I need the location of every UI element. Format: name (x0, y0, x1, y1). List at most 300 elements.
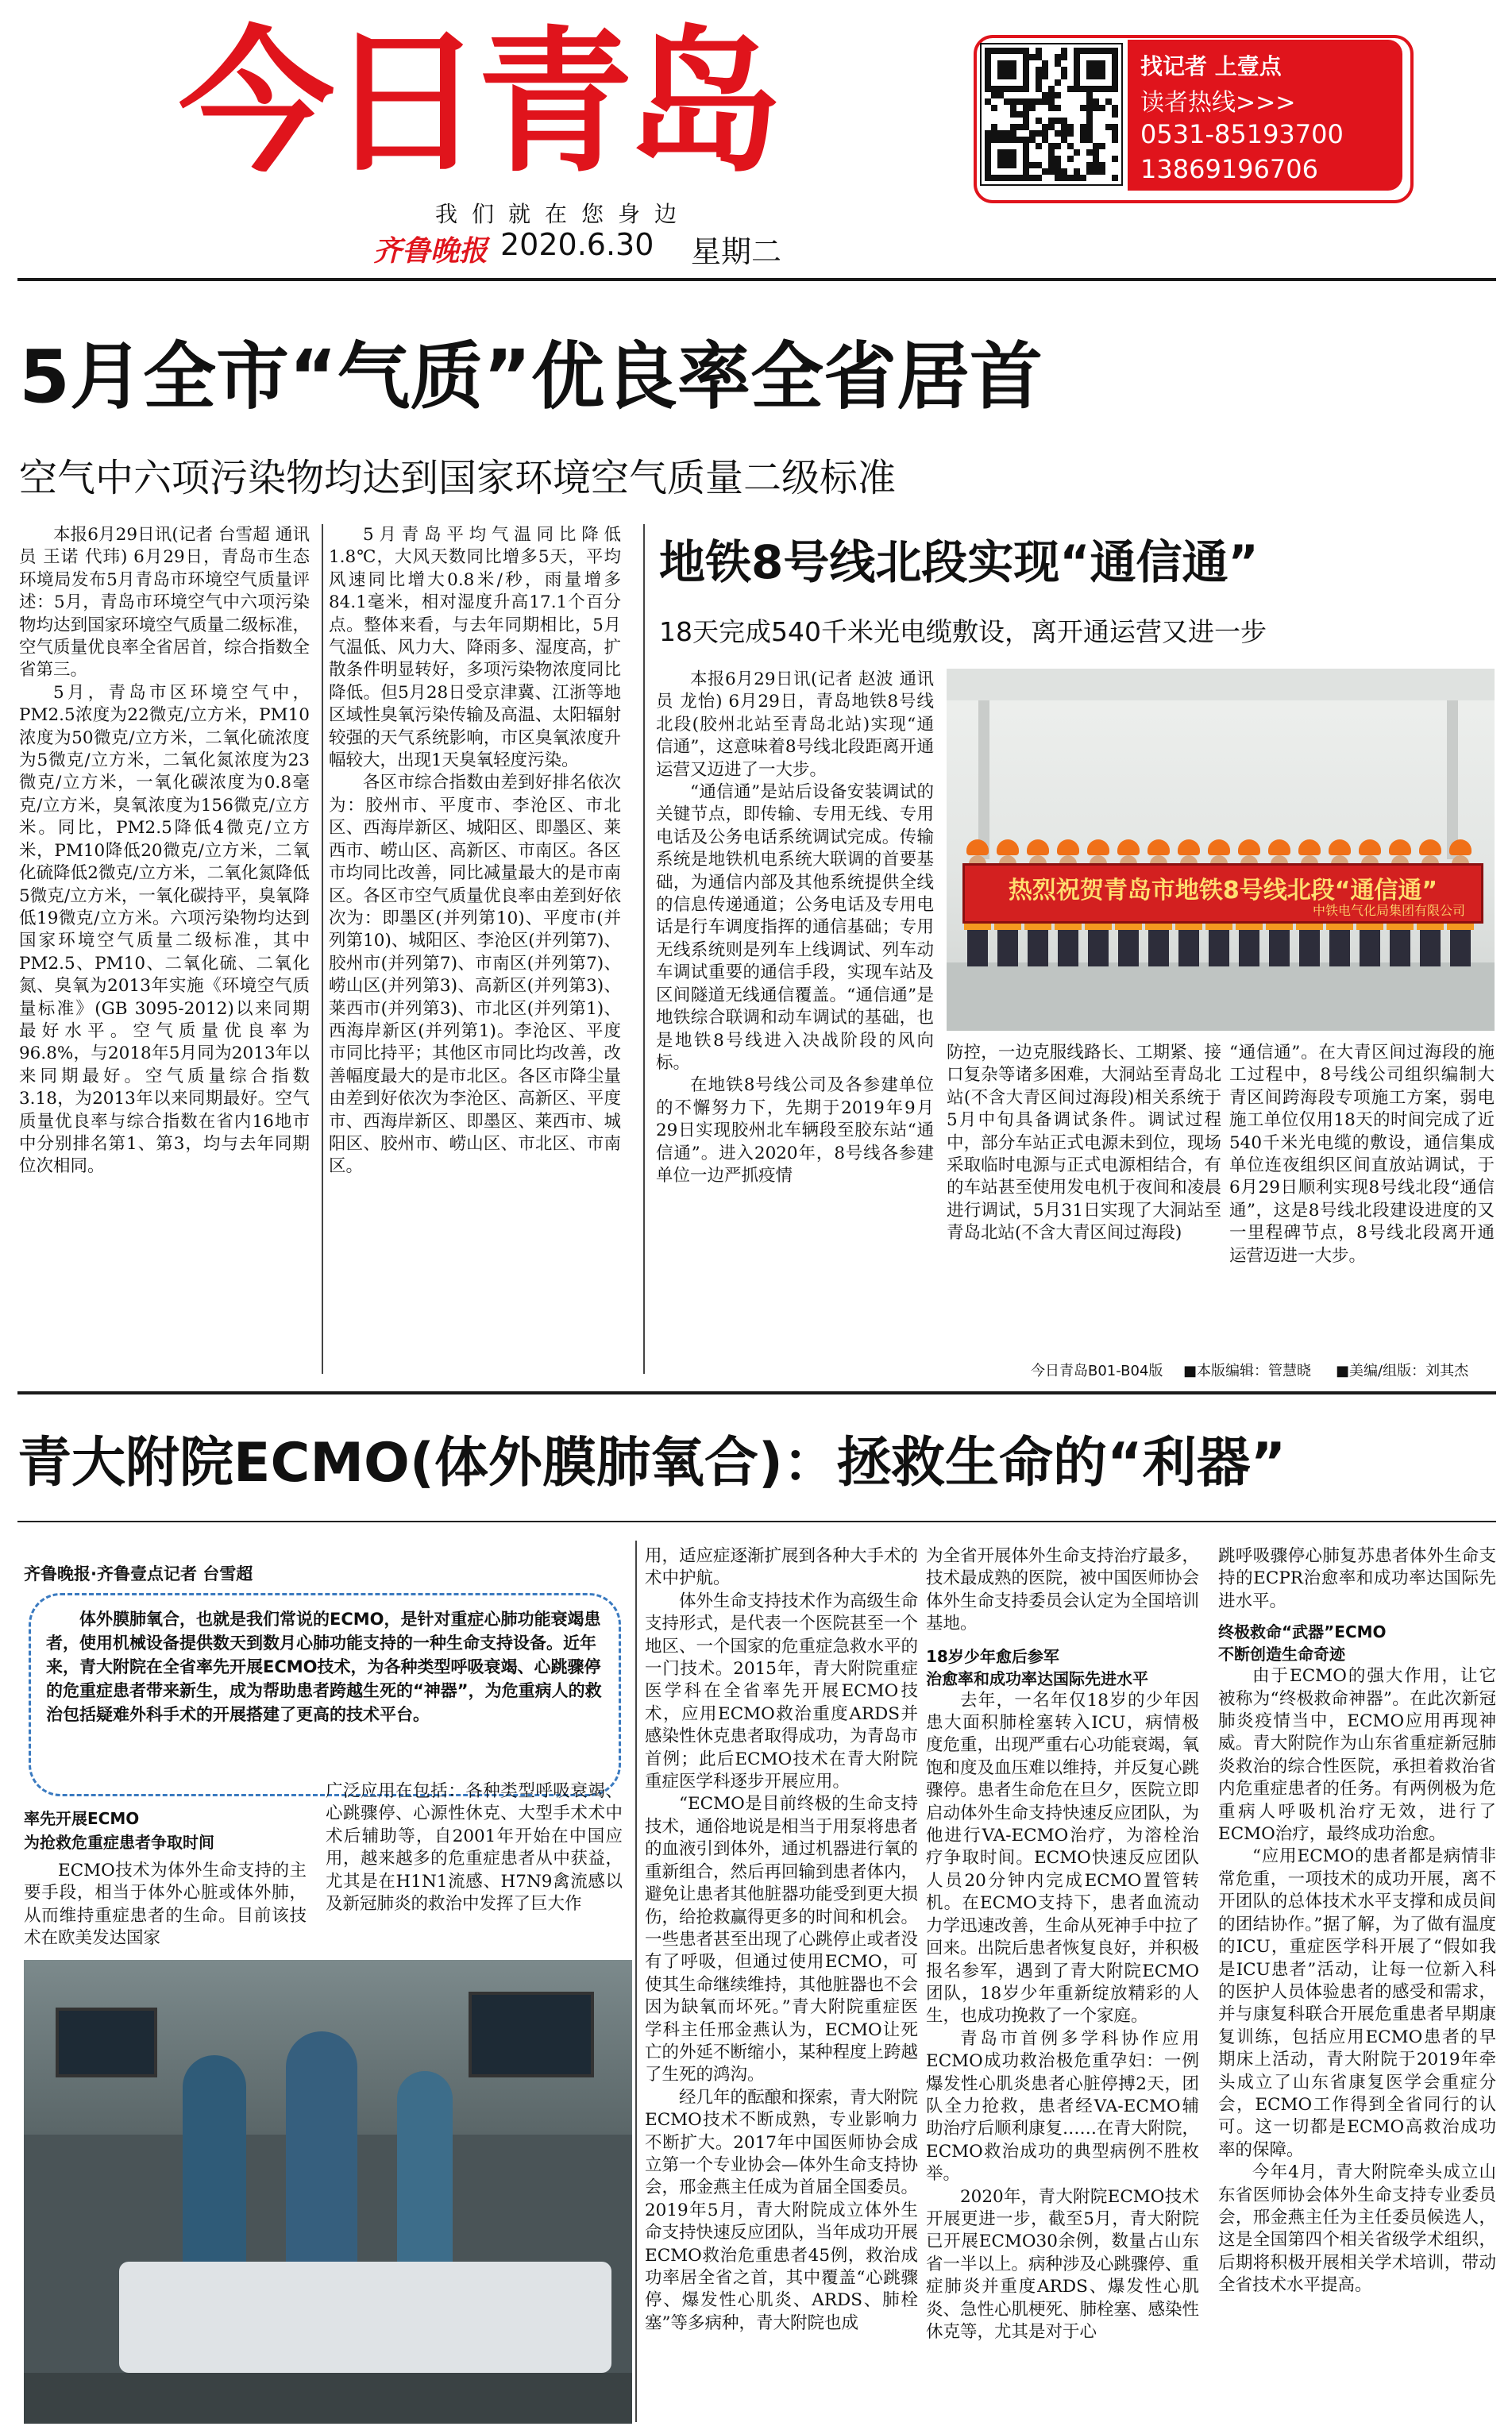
qr-module (1023, 175, 1029, 181)
qr-module (1048, 86, 1055, 92)
qr-module (1055, 162, 1061, 168)
qr-module (1061, 168, 1067, 175)
qr-module (985, 79, 991, 86)
section-title-2: 18岁少年愈后参军 (926, 1646, 1059, 1666)
qr-module (1061, 54, 1067, 60)
qr-module (1036, 79, 1042, 86)
qr-module (1074, 48, 1080, 54)
qr-module (1010, 98, 1016, 105)
qr-module (1112, 124, 1118, 130)
qr-module (1067, 156, 1074, 162)
qr-module (1099, 105, 1105, 111)
article3-column-5 (1218, 1545, 1496, 2297)
qr-module (1029, 98, 1036, 105)
qr-module (991, 92, 997, 98)
qr-module (1112, 86, 1118, 92)
qr-module (1055, 168, 1061, 175)
article3-para: 去年，一名年仅18岁的少年因患大面积肺栓塞转入ICU，病情极度危重，出现严重右心功能衰竭，氧饱和度及血压难以维持，并反复心跳骤停。患者生命危在旦夕，医院立即启动体外生命支持快速反应团队，为他进行VA-ECMO治疗，为溶栓治疗争取时间。ECMO快速反应团队人员20分钟内完成ECMO置管转机。在ECMO支持下，患者血流动力学迅速改善，生命从死神手中拉了回来。出院后患者恢复良好，并积极报名参军，遇到了青大附院ECMO团队，18岁少年重新绽放精彩的人生，也成功挽救了一个家庭。 (926, 1690, 1200, 2027)
hotline-phone-2: 13869196706 (1140, 154, 1318, 184)
qr-module (985, 67, 991, 73)
column-divider (635, 1541, 637, 2422)
section-title-1: 率先开展ECMO (24, 1809, 140, 1828)
qr-module (1093, 67, 1099, 73)
qr-module (1036, 54, 1042, 60)
article3-intro: 体外膜肺氧合，也就是我们常说的ECMO，是针对重症心肺功能衰竭患者，使用机械设备提供数天到数月心肺功能支持的一种生命支持设备。近年来，青大附院在全省率先开展ECMO技术，为各种类型呼吸衰竭、心跳骤停的危重症患者带来新生，成为帮助患者跨越生死的“神器”，为危重病人的救治包括疑难外科手术的开展搭建了更高的技术平台。 (46, 1610, 602, 1724)
qr-module (1061, 130, 1067, 137)
qr-module (1029, 130, 1036, 137)
qr-module (1086, 67, 1093, 73)
qr-module (1112, 54, 1118, 60)
article3-para: 广泛应用在包括：各种类型呼吸衰竭、心跳骤停、心源性休克、大型手术术中术后辅助等，自2001年开始在中国应用，越来越多的危重症患者从中获益，尤其是在H1N1流感、H7N9禽流感以及新冠肺炎的救治中发挥了巨大作 (326, 1781, 623, 1915)
qr-module (1067, 124, 1074, 130)
qr-module (1010, 156, 1016, 162)
ceiling (947, 669, 1495, 700)
qr-module (1086, 92, 1093, 98)
qr-module (1099, 48, 1105, 54)
qr-module (997, 162, 1004, 168)
qr-module (1080, 130, 1086, 137)
article2-para: 本报6月29日讯(记者 赵波 通讯员 龙怡) 6月29日，青岛地铁8号线北段(胶州北站至青岛北站)实现“通信通”，这意味着8号线北段距离开通运营又迈进了一大步。 (656, 669, 934, 780)
celebration-banner (962, 863, 1483, 924)
qr-module (1061, 48, 1067, 54)
qr-module (1004, 149, 1010, 156)
section-rule (17, 1391, 1496, 1394)
qr-module (1080, 105, 1086, 111)
article2-headline: 地铁8号线北段实现“通信通” (659, 535, 1259, 589)
qr-module (1048, 149, 1055, 156)
section-title-3: 终极救命“武器”ECMO (1218, 1622, 1387, 1642)
article3-para: “ECMO是目前终极的生命支持技术，通俗地说是相当于用泵将患者的血液引到体外，通过机器进行氧的重新组合，然后再回输到患者体内，避免让患者其他脏器功能受到更大损伤，给抢救赢得更多的时间和机会。一些患者甚至出现了心跳停止或者没有了呼吸，但通过使用ECMO，可使其生命继续维持，其他脏器也不会因为缺氧而坏死。”青大附院重症医学科主任邢金燕认为，ECMO让死亡的外延不断缩小，某种程度上跨越了生死的鸿沟。 (645, 1794, 919, 2085)
qr-module (1036, 118, 1042, 124)
qr-module (1080, 124, 1086, 130)
qr-module (1048, 92, 1055, 98)
qr-module (1061, 73, 1067, 79)
qr-module (1099, 143, 1105, 149)
qr-module (1093, 105, 1099, 111)
article3-para: 用，适应症逐渐扩展到各种大手术的术中护航。 (645, 1546, 919, 1589)
qr-module (1074, 175, 1080, 181)
qr-module (991, 137, 997, 143)
qr-module (1112, 73, 1118, 79)
banner-text: 热烈祝贺青岛市地铁8号线北段“通信通” (1008, 877, 1438, 905)
qr-module (1004, 130, 1010, 137)
qr-module (1016, 137, 1023, 143)
qr-module (1074, 60, 1080, 67)
article2-para: “通信通”是站后设备安装调试的关键节点，即传输、专用无线、专用电话及公务电话系统调试完成。传输系统是地铁机电系统大联调的首要基础，为通信内部及其他系统提供全线的信息传递通道；公务电话及专用电话是行车调度指挥的通信基础；专用无线系统则是列车上线调试、列车动车调试重要的通信手段，实现车站及区间隧道无线通信覆盖。“通信通”是地铁综合联调和动车调试的基础，也是地铁8号线进入决战阶段的风向标。 (656, 782, 934, 1073)
article3-para: 体外生命支持技术作为高级生命支持形式，是代表一个医院甚至一个地区、一个国家的危重症急救水平的一门技术。2015年，青大附院重症医学科在全省率先开展ECMO技术，应用ECMO救治重度ARDS并感染性休克患者取得成功，为青岛市首例；此后ECMO技术在青大附院重症医学科逐步开展应用。 (645, 1591, 919, 1792)
qr-module (1016, 48, 1023, 54)
qr-module (1048, 156, 1055, 162)
article3-column-4 (926, 1545, 1199, 2343)
qr-module (985, 137, 991, 143)
qr-module (985, 156, 991, 162)
qr-module (991, 105, 997, 111)
qr-module (1010, 149, 1016, 156)
doctor-figure (286, 2031, 357, 2285)
article3-para: 跳呼吸骤停心肺复苏患者体外生命支持的ECPR治愈率和成功率达国际先进水平。 (1218, 1546, 1496, 1611)
qr-module (1023, 118, 1029, 124)
qr-module (1093, 86, 1099, 92)
qr-module (1105, 98, 1112, 105)
qr-module (1112, 175, 1118, 181)
qr-module (1099, 168, 1105, 175)
qr-module (1112, 60, 1118, 67)
qr-module (1061, 137, 1067, 143)
qr-module (1023, 105, 1029, 111)
qr-module (997, 48, 1004, 54)
qr-module (1004, 98, 1010, 105)
article3-column-2 (326, 1780, 623, 1915)
qr-module (1086, 86, 1093, 92)
qr-module (1055, 60, 1061, 67)
qr-module (1016, 86, 1023, 92)
qr-module (1061, 67, 1067, 73)
article3-byline: 齐鲁晚报·齐鲁壹点记者 台雪超 (24, 1564, 253, 1583)
qr-module (1036, 73, 1042, 79)
qr-module (997, 73, 1004, 79)
qr-module (1010, 48, 1016, 54)
qr-module (1004, 175, 1010, 181)
qr-module (1099, 162, 1105, 168)
qr-module (1016, 98, 1023, 105)
qr-module (1023, 60, 1029, 67)
qr-module (985, 143, 991, 149)
qr-module (1010, 124, 1016, 130)
qr-module (1042, 168, 1048, 175)
qr-module (1099, 67, 1105, 73)
qr-module (1036, 130, 1042, 137)
qr-module (1055, 54, 1061, 60)
qr-module (1055, 79, 1061, 86)
qr-module (1112, 156, 1118, 162)
article1-headline: 5月全市“气质”优良率全省居首 (19, 334, 1043, 419)
article3-para: 今年4月，青大附院牵头成立山东省医师协会体外生命支持专业委员会，邢金燕主任为主任委员候选人，这是全国第四个相关省级学术组织，后期将积极开展相关学术培训，带动全省技术水平提高。 (1218, 2162, 1496, 2296)
qr-module (1004, 137, 1010, 143)
article1-subhead: 空气中六项污染物均达到国家环境空气质量二级标准 (19, 456, 897, 500)
qr-module (1086, 98, 1093, 105)
qr-module (1061, 124, 1067, 130)
qr-module (997, 86, 1004, 92)
qr-module (997, 156, 1004, 162)
qr-module (1023, 73, 1029, 79)
qr-module (1086, 73, 1093, 79)
qr-module (1048, 124, 1055, 130)
qr-module (1067, 130, 1074, 137)
hotline-label: 读者热线>>> (1140, 89, 1296, 117)
qr-module (1023, 156, 1029, 162)
qr-module (1074, 67, 1080, 73)
qr-module (1023, 143, 1029, 149)
qr-module (1093, 48, 1099, 54)
article3-column-1 (24, 1860, 307, 1950)
qr-module (1061, 175, 1067, 181)
column-divider (643, 524, 645, 1374)
qr-module (1086, 130, 1093, 137)
qr-module (1023, 149, 1029, 156)
qr-module (991, 175, 997, 181)
qr-module (1086, 118, 1093, 124)
article3-para: ECMO技术为体外生命支持的主要手段，相当于体外心脏或体外肺，从而维持重症患者的生命。目前该技术在欧美发达国家 (24, 1861, 307, 1949)
qr-module (997, 130, 1004, 137)
qr-module (997, 92, 1004, 98)
qr-module (1016, 175, 1023, 181)
qr-module (985, 60, 991, 67)
qr-module (1004, 73, 1010, 79)
banner-subtext: 中铁电气化局集团有限公司 (1312, 903, 1465, 918)
article3-para: 青岛市首例多学科协作应用ECMO成功救治极危重孕妇：一例爆发性心肌炎患者心脏停搏2天，团队全力抢救，患者经VA-ECMO辅助治疗后顺利康复……在青大附院，ECMO救治成功的典型病例不胜枚举。 (926, 2028, 1200, 2185)
qr-module (1112, 67, 1118, 73)
qr-module (1080, 48, 1086, 54)
qr-module (1055, 92, 1061, 98)
qr-module (1048, 105, 1055, 111)
platform-floor (947, 962, 1495, 1031)
qr-module (1048, 143, 1055, 149)
section-subtitle-2: 治愈率和成功率达国际先进水平 (926, 1668, 1148, 1688)
qr-module (1093, 60, 1099, 67)
article2-para: 在地铁8号线公司及各参建单位的不懈努力下，先期于2019年9月29日实现胶州北车辆段至胶东站“通信通”。进入2020年，8号线各参建单位一边严抓疫情 (656, 1075, 934, 1186)
qr-module (985, 98, 991, 105)
qr-module (1010, 130, 1016, 137)
qr-module (1074, 73, 1080, 79)
qr-module (1042, 67, 1048, 73)
qr-module (1093, 73, 1099, 79)
column-divider (322, 524, 323, 1374)
masthead-slogan: 我们就在您身边 (435, 201, 692, 227)
qr-module (1080, 175, 1086, 181)
qr-module (985, 86, 991, 92)
qr-module (1080, 137, 1086, 143)
qr-module (1010, 105, 1016, 111)
qr-module (1010, 111, 1016, 118)
qr-module (1042, 98, 1048, 105)
qr-module (1112, 130, 1118, 137)
qr-module (1067, 86, 1074, 92)
qr-module (1010, 162, 1016, 168)
paper-name: 齐鲁晚报 (373, 234, 488, 268)
qr-module (1010, 137, 1016, 143)
qr-module (1023, 67, 1029, 73)
hotline-slogan: 找记者 上壹点 (1140, 53, 1282, 79)
qr-module (997, 175, 1004, 181)
qr-module (1067, 143, 1074, 149)
qr-module (1093, 168, 1099, 175)
qr-module (997, 60, 1004, 67)
article1-para: 本报6月29日讯(记者 台雪超 通讯员 王诺 代玮) 6月29日，青岛市生态环境局发布5月青岛市环境空气质量评述：5月，青岛市环境空气中六项污染物均达到国家环境空气质量二级标准，空气质量优良率全省居首，综合指数全省第三。 (19, 525, 310, 681)
article2-subhead: 18天完成540千米光电缆敷设，离开通运营又进一步 (659, 616, 1267, 647)
qr-module (1074, 79, 1080, 86)
qr-module (1074, 86, 1080, 92)
qr-module (1029, 175, 1036, 181)
qr-module (1099, 60, 1105, 67)
section-label: 今日青岛B01-B04版 (1031, 1363, 1163, 1379)
doctor-figure (183, 2055, 246, 2293)
qr-module (997, 67, 1004, 73)
qr-module (985, 48, 991, 54)
qr-module (1036, 67, 1042, 73)
hospital-bed (119, 2262, 611, 2373)
qr-module (1093, 98, 1099, 105)
article3-para: “应用ECMO的患者都是病情非常危重，一项技术的成功开展，离不开团队的总体技术水平支撑和成员间的团结协作。”据了解，为了做有温度的ICU，重症医学科开展了“假如我是ICU患者”活动，让每一位新入科的医护人员体验患者的感受和需求，并与康复科联合开展危重患者早期康复训练，包括应用ECMO患者的早期床上活动，青大附院于2019年牵头成立了山东省康复医学会重症分会，ECMO工作得到全省同行的认可。这一切都是ECMO高救治成功率的保障。 (1218, 1846, 1496, 2160)
qr-module (1055, 156, 1061, 162)
qr-module (1023, 111, 1029, 118)
qr-module (1036, 98, 1042, 105)
article3-para: 2020年，青大附院ECMO技术开展更进一步，截至5月，青大附院已开展ECMO30余例，数量占山东省一半以上。病种涉及心跳骤停、重症肺炎并重度ARDS、爆发性心肌炎、急性心肌梗死、肺栓塞、感染性休克等，尤其是对于心 (926, 2186, 1200, 2342)
qr-module (1086, 124, 1093, 130)
qr-module (1036, 162, 1042, 168)
qr-module (1016, 124, 1023, 130)
qr-module (1004, 60, 1010, 67)
article2-column-b (947, 1042, 1221, 1245)
article2-column-c (1229, 1042, 1495, 1267)
qr-module (1048, 168, 1055, 175)
qr-module (1074, 54, 1080, 60)
article2-para: “通信通”。在大青区间过海段的施工过程中，8号线公司组织编制大青区间跨海段专项施工方案，弱电施工单位仅用18天的时间完成了近540千米光电缆的敷设，通信集成单位连夜组织区间直放站调试，于6月29日顺利实现8号线北段“通信通”，这是8号线北段建设进度的又一里程碑节点，8号线北段离开通运营迈进一大步。 (1229, 1043, 1495, 1266)
article1-para: 5月青岛平均气温同比降低1.8℃，大风天数同比增多5天，平均风速同比增大0.8米/秒，雨量增多84.1毫米，相对湿度升高17.1个百分点。整体来看，与去年同期相比，5月气温低、风力大、降雨多、湿度高，扩散条件明显转好，多项污染物浓度同比降低。但5月28日受京津冀、江浙等地区域性臭氧污染传输及高温、太阳辐射较强的天气系统影响，市区臭氧浓度升幅较大，出现1天臭氧轻度污染。 (329, 525, 621, 771)
qr-code-icon (980, 43, 1123, 186)
masthead-logo: 今日青岛 (179, 13, 777, 194)
qr-module (1042, 92, 1048, 98)
pillar (1447, 700, 1458, 859)
qr-module (1086, 162, 1093, 168)
article1-column-2 (329, 524, 621, 1178)
issue-weekday: 星期二 (691, 234, 782, 269)
qr-module (1105, 86, 1112, 92)
qr-module (1086, 137, 1093, 143)
qr-module (997, 137, 1004, 143)
qr-module (1080, 86, 1086, 92)
pillar (978, 700, 989, 859)
qr-module (1112, 111, 1118, 118)
qr-module (1093, 156, 1099, 162)
qr-module (1048, 118, 1055, 124)
qr-module (1023, 98, 1029, 105)
qr-module (1074, 168, 1080, 175)
qr-module (1010, 86, 1016, 92)
qr-module (1112, 48, 1118, 54)
qr-module (1023, 86, 1029, 92)
qr-module (1023, 168, 1029, 175)
qr-module (1112, 79, 1118, 86)
article2-para: 防控，一边克服线路长、工期紧、接口复杂等诸多困难，大洞站至青岛北站(不含大青区间过海段)相关系统于5月中旬具备调试条件。调试过程中，部分车站正式电源未到位，现场采取临时电源与正式电源相结合，有的车站甚至使用发电机于夜间和凌晨进行调试，5月31日实现了大洞站至青岛北站(不含大青区间过海段) (947, 1043, 1221, 1244)
qr-module (1086, 149, 1093, 156)
qr-module (1004, 86, 1010, 92)
qr-module (1036, 86, 1042, 92)
qr-module (1093, 143, 1099, 149)
qr-module (997, 149, 1004, 156)
article3-column-3 (645, 1545, 918, 2335)
issue-date: 2020.6.30 (500, 227, 654, 262)
article3-para: 由于ECMO的强大作用，让它被称为“终极救命神器”。在此次新冠肺炎疫情当中，ECMO应用再现神威。青大附院作为山东省重症新冠肺炎救治的综合性医院，承担着救治省内危重症患者的任务。有两例极为危重病人呼吸机治疗无效，进行了ECMO治疗，最终成功治愈。 (1218, 1666, 1496, 1845)
qr-module (1067, 175, 1074, 181)
qr-module (1093, 149, 1099, 156)
floor (24, 2373, 632, 2424)
qr-module (1086, 48, 1093, 54)
qr-module (1105, 48, 1112, 54)
qr-module (1029, 54, 1036, 60)
qr-module (1086, 60, 1093, 67)
qr-module (1023, 124, 1029, 130)
qr-module (985, 130, 991, 137)
qr-module (1004, 156, 1010, 162)
qr-module (1023, 54, 1029, 60)
qr-module (1036, 48, 1042, 54)
monitor-screen (56, 2008, 157, 2077)
qr-module (1016, 111, 1023, 118)
qr-module (1029, 162, 1036, 168)
article3-para: 经几年的酝酿和探索，青大附院ECMO技术不断成熟，专业影响力不断扩大。2017年中国医师协会成立第一个专业协会—体外生命支持协会，邢金燕主任成为首届全国委员。2019年5月，青大附院成立体外生命支持快速反应团队，当年成功开展ECMO救治危重患者45例，救治成功率居全省之首，其中覆盖“心跳骤停、爆发性心肌炎、ARDS、肺栓塞”等多病种，青大附院也成 (645, 2087, 919, 2333)
qr-module (1086, 111, 1093, 118)
qr-module (1055, 118, 1061, 124)
section-subtitle-3: 不断创造生命奇迹 (1218, 1645, 1345, 1664)
qr-module (1055, 143, 1061, 149)
qr-module (1010, 60, 1016, 67)
article1-para: 各区市综合指数由差到好排名依次为：胶州市、平度市、李沧区、市北区、西海岸新区、城阳区、即墨区、莱西市、崂山区、高新区、市南区。各区市均同比改善，同比减量最大的是市南区。各区市空气质量优良率由差到好依次为：即墨区(并列第10)、平度市(并列第10)、城阳区、李沧区(并列第7)、胶州市(并列第7)、市南区(并列第7)、崂山区(并列第3)、高新区(并列第3)、莱西市(并列第3)、市北区(并列第1)、西海岸新区(并列第1)。李沧区、平度市同比持平；其他区市同比均改善，改善幅度最大的是市北区。各区市降尘量由差到好依次为李沧区、高新区、平度市、西海岸新区、即墨区、莱西市、城阳区、胶州市、崂山区、市北区、市南区。 (329, 773, 621, 1177)
qr-module (1086, 168, 1093, 175)
qr-module (1010, 175, 1016, 181)
qr-module (1086, 105, 1093, 111)
qr-module (1042, 130, 1048, 137)
subway-team-photo (947, 669, 1495, 1031)
qr-module (1010, 67, 1016, 73)
qr-module (1099, 73, 1105, 79)
section-subtitle-1: 为抢救危重症患者争取时间 (24, 1833, 214, 1852)
qr-module (1042, 137, 1048, 143)
qr-module (1023, 48, 1029, 54)
qr-module (985, 149, 991, 156)
article1-para: 5月，青岛市区环境空气中，PM2.5浓度为22微克/立方米，PM10浓度为50微克/立方米，二氧化硫浓度为5微克/立方米，二氧化氮浓度为23微克/立方米，一氧化碳浓度为0.8毫克/立方米，臭氧浓度为156微克/立方米。同比，PM2.5降低4微克/立方米，PM10降低20微克/立方米，二氧化硫降低2微克/立方米，二氧化氮降低5微克/立方米，一氧化碳持平，臭氧降低19微克/立方米。六项污染物均达到国家环境空气质量二级标准，其中PM2.5、PM10、二氧化硫、二氧化氮、臭氧为2013年实施《环境空气质量标准》(GB 3095-2012)以来同期最好水平。空气质量优良率为96.8%，与2018年5月同为2013年以来同期最好。空气质量综合指数3.18，为2013年以来同期最好。空气质量优良率与综合指数在省内16地市中分别排名第1、第3，均与去年同期位次相同。 (19, 682, 310, 1177)
article3-para: 为全省开展体外生命支持治疗最多，技术最成熟的医院，被中国医师协会体外生命支持委员会认定为全国培训基地。 (926, 1546, 1200, 1634)
qr-module (1004, 48, 1010, 54)
qr-module (1042, 60, 1048, 67)
qr-module (1055, 130, 1061, 137)
qr-module (1029, 105, 1036, 111)
qr-module (1010, 73, 1016, 79)
qr-module (1036, 143, 1042, 149)
qr-module (1029, 137, 1036, 143)
qr-module (1099, 86, 1105, 92)
qr-module (1036, 175, 1042, 181)
headline-rule (17, 1521, 1496, 1522)
qr-module (1055, 175, 1061, 181)
design-credit: ■美编/组版：刘其杰 (1336, 1363, 1469, 1379)
qr-module (1048, 162, 1055, 168)
ecmo-icu-photo (24, 1960, 632, 2424)
qr-module (1061, 118, 1067, 124)
qr-module (1048, 98, 1055, 105)
qr-module (1074, 149, 1080, 156)
qr-module (1112, 105, 1118, 111)
qr-module (985, 162, 991, 168)
qr-module (1004, 67, 1010, 73)
qr-module (1112, 137, 1118, 143)
qr-module (1023, 79, 1029, 86)
qr-module (1042, 73, 1048, 79)
qr-module (1004, 162, 1010, 168)
qr-module (1023, 162, 1029, 168)
hotline-phone-1: 0531-85193700 (1140, 119, 1344, 149)
qr-module (1023, 137, 1029, 143)
qr-module (991, 130, 997, 137)
masthead-rule (17, 278, 1496, 281)
editor-credit: ■本版编辑：管慧晓 (1183, 1363, 1312, 1379)
qr-module (1105, 124, 1112, 130)
article2-column-a (656, 669, 934, 1187)
qr-module (985, 175, 991, 181)
article1-column-1 (19, 524, 310, 1178)
qr-module (985, 73, 991, 79)
qr-module (1055, 105, 1061, 111)
article3-headline: 青大附院ECMO(体外膜肺氧合)：拯救生命的“利器” (17, 1432, 1286, 1495)
